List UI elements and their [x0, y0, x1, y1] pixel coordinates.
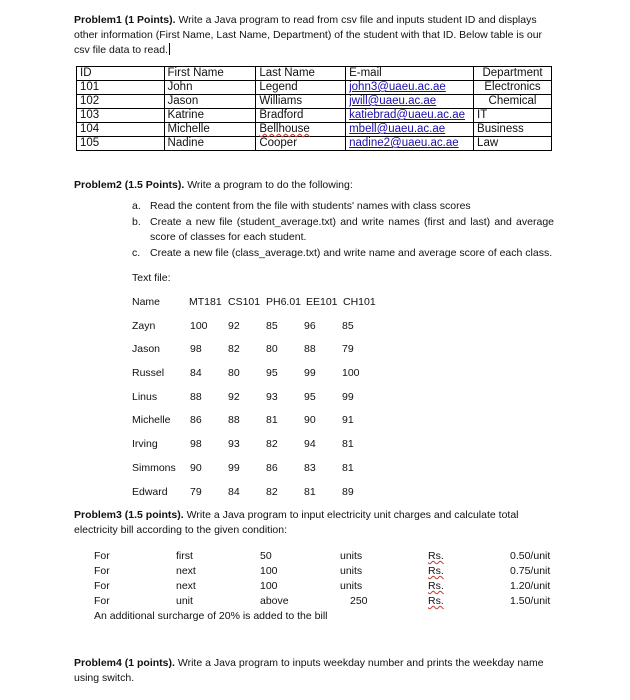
rate-amount: 100: [260, 580, 278, 592]
score-value: 88: [228, 414, 240, 426]
csv-cell-email: [346, 95, 474, 109]
score-value: 81: [304, 486, 316, 498]
score-student-name: Edward: [132, 486, 168, 498]
text-file-label: Text file:: [132, 272, 171, 284]
score-value: 84: [190, 367, 202, 379]
score-header-name: Name: [132, 296, 161, 308]
list-text: Create a new file (student_average.txt) and write names (first and last) and average score of classes for each student.: [150, 216, 554, 243]
rate-qualifier: next: [176, 565, 196, 577]
score-value: 98: [190, 343, 202, 355]
score-value: 90: [304, 414, 316, 426]
text-cursor: [169, 43, 170, 55]
rate-unit-label: units: [340, 580, 363, 592]
problem4-text-line2: using switch.: [74, 672, 135, 684]
rate-unit-label: 250: [350, 595, 368, 607]
email-link[interactable]: nadine2@uaeu.ac.ae: [349, 137, 459, 149]
list-marker: c.: [132, 247, 141, 259]
list-marker: a.: [132, 200, 141, 212]
problem2-heading: Problem2 (1.5 Points).: [74, 179, 185, 191]
problem2-intro: Write a program to do the following:: [184, 179, 353, 191]
score-header-ch101: CH101: [343, 296, 376, 308]
csv-header-first-name: First Name: [164, 67, 256, 81]
csv-cell-first-name: Jason: [164, 95, 256, 109]
csv-cell-department: Business: [474, 123, 552, 137]
csv-cell-last-name: [256, 123, 346, 137]
score-value: 82: [266, 486, 278, 498]
csv-header-department: Department: [474, 67, 552, 81]
score-value: 89: [342, 486, 354, 498]
problem1-heading: Problem1 (1 Points).: [74, 14, 176, 26]
score-value: 79: [342, 343, 354, 355]
score-value: 79: [190, 486, 202, 498]
score-value: 93: [266, 391, 278, 403]
table-row: [77, 109, 552, 123]
table-row: [77, 95, 552, 109]
score-value: 94: [304, 438, 316, 450]
list-item: [132, 215, 556, 245]
table-row: [77, 137, 552, 151]
score-value: 84: [228, 486, 240, 498]
rate-price: 0.75/unit: [510, 565, 551, 577]
list-text: Create a new file (class_average.txt) and write name and average score of each class.: [150, 247, 553, 259]
csv-cell-department: IT: [474, 109, 552, 123]
score-value: 80: [228, 367, 240, 379]
problem3-text-line2: electricity bill according to the given condition:: [74, 524, 288, 536]
score-value: 85: [266, 320, 278, 332]
problem4-text-line1: Write a Java program to inputs weekday number and prints the weekday name: [174, 657, 544, 669]
list-text: Read the content from the file with students' names with class scores: [150, 200, 471, 212]
email-link[interactable]: john3@uaeu.ac.ae: [349, 81, 446, 93]
score-header-mt181: MT181: [189, 296, 222, 308]
problem4-paragraph: [74, 656, 556, 686]
problem1-text-line2: other information (First Name, Last Name, Department) of the student with that ID. Below table is our: [74, 29, 543, 41]
score-student-name: Jason: [132, 343, 161, 355]
score-value: 100: [190, 320, 208, 332]
csv-cell-first-name: Michelle: [164, 123, 256, 137]
score-value: 88: [304, 343, 316, 355]
rate-for: For: [94, 580, 110, 592]
score-value: 91: [342, 414, 354, 426]
score-value: 81: [342, 438, 354, 450]
csv-cell-email: [346, 109, 474, 123]
csv-cell-first-name: John: [164, 81, 256, 95]
score-value: 99: [304, 367, 316, 379]
csv-cell-id: 103: [77, 109, 165, 123]
score-student-name: Michelle: [132, 414, 171, 426]
score-value: 82: [228, 343, 240, 355]
rate-amount: 50: [260, 550, 272, 562]
score-value: 83: [304, 462, 316, 474]
rate-currency: Rs.: [428, 580, 444, 592]
score-value: 86: [266, 462, 278, 474]
rate-for: For: [94, 595, 110, 607]
problem1-text-line3: csv file data to read.: [74, 44, 168, 56]
score-value: 80: [266, 343, 278, 355]
score-student-name: Zayn: [132, 320, 156, 332]
csv-cell-last-name: Williams: [256, 95, 346, 109]
problem3-text-line1: Write a Java program to input electricity unit charges and calculate total: [183, 509, 519, 521]
score-student-name: Simmons: [132, 462, 176, 474]
list-marker: b.: [132, 216, 141, 228]
score-value: 93: [228, 438, 240, 450]
table-row: [77, 81, 552, 95]
csv-cell-last-name: Cooper: [256, 137, 346, 151]
score-value: 92: [228, 391, 240, 403]
csv-cell-email: [346, 81, 474, 95]
score-value: 90: [190, 462, 202, 474]
spellcheck-word: Bellhouse: [259, 123, 310, 135]
rate-qualifier: next: [176, 580, 196, 592]
score-value: 96: [304, 320, 316, 332]
rate-currency: Rs.: [428, 565, 444, 577]
problem3-heading: Problem3 (1.5 points).: [74, 509, 184, 521]
rate-unit-label: units: [340, 550, 363, 562]
email-link[interactable]: katiebrad@uaeu.ac.ae: [349, 109, 465, 121]
score-value: 99: [228, 462, 240, 474]
csv-cell-id: 104: [77, 123, 165, 137]
surcharge-note: An additional surcharge of 20% is added to the bill: [94, 610, 328, 622]
score-value: 98: [190, 438, 202, 450]
score-student-name: Linus: [132, 391, 158, 403]
email-link[interactable]: mbell@uaeu.ac.ae: [349, 123, 446, 135]
csv-cell-id: 105: [77, 137, 165, 151]
csv-header-id: ID: [77, 67, 165, 81]
csv-header-email: E-mail: [346, 67, 474, 81]
rate-for: For: [94, 550, 110, 562]
csv-cell-department: Electronics: [474, 81, 552, 95]
rate-price: 0.50/unit: [510, 550, 551, 562]
problem3-paragraph: [74, 508, 556, 538]
rate-currency: Rs.: [428, 595, 444, 607]
score-value: 95: [304, 391, 316, 403]
csv-cell-last-name: Legend: [256, 81, 346, 95]
rate-for: For: [94, 565, 110, 577]
score-value: 85: [342, 320, 354, 332]
problem2-paragraph: [74, 178, 353, 193]
csv-cell-first-name: Nadine: [164, 137, 256, 151]
problem4-heading: Problem4 (1 points).: [74, 657, 175, 669]
csv-cell-department: Chemical: [474, 95, 552, 109]
csv-cell-first-name: Katrine: [164, 109, 256, 123]
rate-currency: Rs.: [428, 550, 444, 562]
rate-qualifier: first: [176, 550, 193, 562]
score-value: 95: [266, 367, 278, 379]
problem1-text-line1: Write a Java program to read from csv file and inputs student ID and displays: [175, 14, 537, 26]
csv-cell-last-name: Bradford: [256, 109, 346, 123]
csv-header-last-name: Last Name: [256, 67, 346, 81]
csv-cell-email: [346, 137, 474, 151]
score-value: 81: [266, 414, 278, 426]
score-value: 82: [266, 438, 278, 450]
csv-data-table: [76, 66, 552, 151]
rate-amount: 100: [260, 565, 278, 577]
score-student-name: Russel: [132, 367, 165, 379]
score-value: 99: [342, 391, 354, 403]
csv-cell-id: 102: [77, 95, 165, 109]
score-value: 100: [342, 367, 360, 379]
rate-unit-label: units: [340, 565, 363, 577]
csv-cell-id: 101: [77, 81, 165, 95]
list-item: [132, 199, 556, 214]
score-value: 92: [228, 320, 240, 332]
table-row: [77, 123, 552, 137]
score-header-ee101: EE101: [306, 296, 338, 308]
score-header-cs101: CS101: [228, 296, 261, 308]
list-item: [132, 246, 556, 261]
problem1-paragraph: [74, 13, 556, 58]
score-value: 86: [190, 414, 202, 426]
score-header-ph601: PH6.01: [266, 296, 302, 308]
rate-price: 1.20/unit: [510, 580, 551, 592]
score-value: 81: [342, 462, 354, 474]
csv-header-row: [77, 67, 552, 81]
rate-qualifier: unit: [176, 595, 193, 607]
score-value: 88: [190, 391, 202, 403]
email-link[interactable]: jwill@uaeu.ac.ae: [349, 95, 437, 107]
score-student-name: Irving: [132, 438, 158, 450]
rate-price: 1.50/unit: [510, 595, 551, 607]
rate-amount: above: [260, 595, 289, 607]
csv-cell-department: Law: [474, 137, 552, 151]
csv-cell-email: [346, 123, 474, 137]
